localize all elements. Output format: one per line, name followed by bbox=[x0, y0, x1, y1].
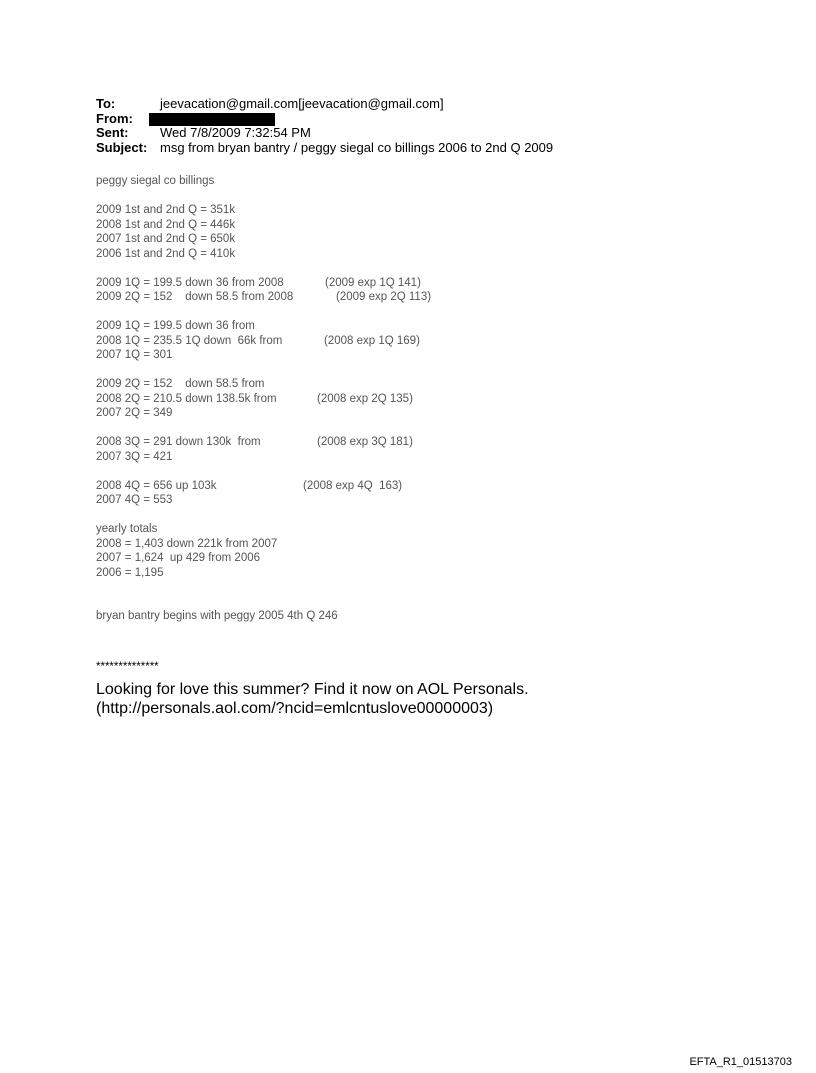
q3-line: 2007 3Q = 421 bbox=[96, 450, 173, 463]
yearly-line: 2008 = 1,403 down 221k from 2007 bbox=[96, 537, 278, 550]
q2009-text: 2009 1Q = 199.5 down 36 from 2008 bbox=[96, 276, 284, 289]
q2-line: 2009 2Q = 152 down 58.5 from bbox=[96, 378, 265, 390]
q2009-line bbox=[96, 276, 421, 291]
subject-label: Subject: bbox=[96, 139, 148, 155]
half-year-line: 2006 1st and 2nd Q = 410k bbox=[96, 247, 236, 260]
q2009-line bbox=[96, 290, 432, 305]
from-label: From: bbox=[96, 110, 133, 126]
q1-note: (2008 exp 1Q 169) bbox=[324, 334, 420, 347]
q1-text: 2008 1Q = 235.5 1Q down 66k from bbox=[96, 334, 283, 347]
aol-promo bbox=[96, 680, 529, 718]
q1-line: 2007 1Q = 301 bbox=[96, 349, 173, 361]
q3-note: (2008 exp 3Q 181) bbox=[317, 436, 413, 448]
q2009-note: (2009 exp 1Q 141) bbox=[325, 276, 421, 289]
q2-note: (2008 exp 2Q 135) bbox=[317, 392, 413, 405]
sent-label: Sent: bbox=[96, 125, 129, 140]
yearly-line: 2007 = 1,624 up 429 from 2006 bbox=[96, 552, 261, 564]
redaction-bar bbox=[149, 113, 275, 126]
q2009-note: (2009 exp 2Q 113) bbox=[336, 291, 432, 303]
q3-line bbox=[96, 435, 413, 450]
q2009-text: 2009 2Q = 152 down 58.5 from 2008 bbox=[96, 291, 294, 303]
closing-line: bryan bantry begins with peggy 2005 4th Q 246 bbox=[96, 610, 338, 622]
q4-line: 2007 4Q = 553 bbox=[96, 494, 173, 506]
yearly-line: 2006 = 1,195 bbox=[96, 566, 164, 579]
half-year-line: 2008 1st and 2nd Q = 446k bbox=[96, 218, 236, 231]
email-body bbox=[96, 174, 432, 624]
q3-text: 2008 3Q = 291 down 130k from bbox=[96, 436, 261, 448]
sent-value: Wed 7/8/2009 7:32:54 PM bbox=[160, 125, 311, 140]
q1-line bbox=[96, 334, 420, 349]
separator-stars: ************** bbox=[96, 661, 159, 673]
q2-line: 2007 2Q = 349 bbox=[96, 407, 173, 419]
q4-note: (2008 exp 4Q 163) bbox=[303, 479, 403, 492]
promo-line: Looking for love this summer? Find it now on AOL Personals. bbox=[96, 681, 529, 698]
to-value: jeevacation@gmail.com[jeevacation@gmail.com] bbox=[160, 96, 444, 111]
q4-text: 2008 4Q = 656 up 103k bbox=[96, 479, 217, 492]
promo-link[interactable]: (http://personals.aol.com/?ncid=emlcntuslove00000003) bbox=[96, 700, 494, 717]
half-year-line: 2007 1st and 2nd Q = 650k bbox=[96, 233, 236, 245]
to-label: To: bbox=[96, 96, 116, 111]
q4-line bbox=[96, 479, 403, 494]
q1-line: 2009 1Q = 199.5 down 36 from bbox=[96, 320, 255, 332]
document-id: EFTA_R1_01513703 bbox=[689, 1056, 792, 1068]
body-title: peggy siegal co billings bbox=[96, 175, 215, 187]
yearly-title: yearly totals bbox=[96, 523, 158, 535]
q2-text: 2008 2Q = 210.5 down 138.5k from bbox=[96, 392, 277, 405]
q2-line bbox=[96, 392, 413, 407]
half-year-line: 2009 1st and 2nd Q = 351k bbox=[96, 204, 236, 216]
subject-value: msg from bryan bantry / peggy siegal co billings 2006 to 2nd Q 2009 bbox=[160, 139, 554, 155]
